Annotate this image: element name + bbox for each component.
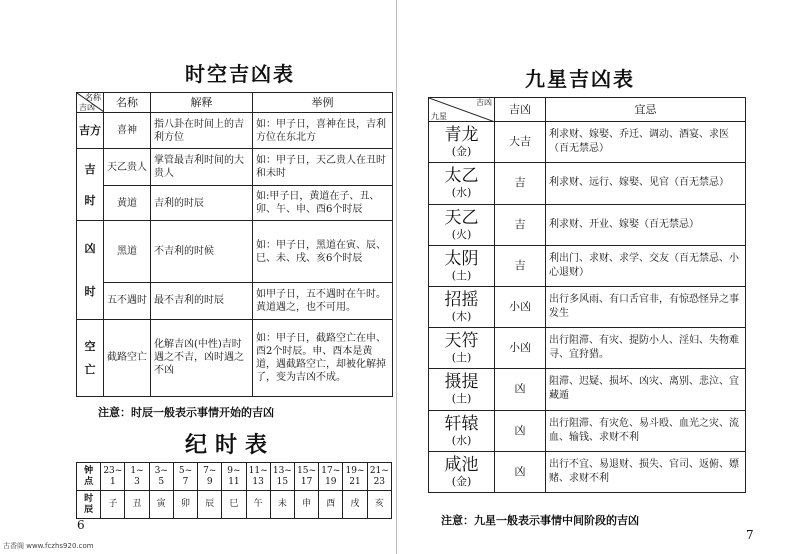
row-explain: 掌管最吉利时间的大贵人 [151, 149, 253, 186]
star-fortune: 吉 [495, 245, 546, 286]
row-example: 如：甲子日，截路空亡在申、酉2个时辰。申、酉本是黄道，遇截路空亡，却被化解掉了，变为吉凶不成。 [253, 319, 393, 396]
group-jishi [77, 149, 104, 221]
star-element: (水) [451, 186, 472, 200]
star-desc: 利求财、开业、嫁娶（百无禁忌） [546, 204, 746, 245]
branch-cell: 卯 [173, 491, 197, 519]
corner-bottom-label: 吉凶 [79, 102, 95, 112]
hour-start: 15~ [297, 465, 317, 476]
branch-cell: 申 [294, 491, 318, 519]
star-fortune: 凶 [495, 410, 546, 451]
star-row [429, 328, 746, 369]
shikong-title: 时空吉凶表 [185, 62, 295, 86]
jiuxing-note: 注意：九星一般表示事情中间阶段的吉凶 [441, 514, 639, 527]
row-name: 五不遇时 [104, 283, 151, 320]
hour-end: 3 [134, 476, 140, 487]
branch-cell: 午 [246, 491, 270, 519]
hour-start: 17~ [321, 465, 341, 476]
hour-end: 5 [158, 476, 165, 487]
star-element: (土) [451, 351, 472, 365]
row-label-zhongdian [77, 463, 101, 491]
branch-cell: 巳 [222, 491, 246, 519]
hour-end: 17 [300, 476, 313, 487]
star-row [429, 451, 746, 492]
star-cell [429, 122, 495, 163]
branch-cell: 戌 [343, 491, 367, 519]
header-example: 举例 [253, 93, 393, 113]
row-example: 如：甲子日，天乙贵人在丑时和未时 [253, 149, 393, 186]
header-explain: 解释 [151, 93, 253, 113]
row-name: 黄道 [104, 185, 151, 221]
row-example: 如：甲子日，喜神在艮，吉利方位在东北方 [253, 112, 393, 149]
star-element: (金) [451, 145, 472, 159]
star-fortune: 吉 [495, 163, 546, 204]
star-cell [429, 204, 495, 245]
group-shi2-label: 时 [84, 285, 96, 299]
header-fortune: 吉凶 [495, 98, 546, 122]
site-watermark: 古香阁 www.fczhs920.com [3, 542, 94, 550]
hour-range-cell [319, 463, 343, 491]
star-fortune: 大吉 [495, 122, 546, 163]
star-cell [429, 369, 495, 410]
branch-cell: 丑 [125, 491, 149, 519]
group-wang-label: 亡 [84, 362, 96, 376]
star-fortune: 小凶 [495, 286, 546, 327]
jiuxing-corner-cell [429, 98, 495, 122]
star-name: 太乙 [444, 166, 479, 187]
hour-start: 7~ [203, 465, 217, 476]
star-element: (金) [451, 474, 472, 488]
star-desc: 出行阻滞、有灾危、易斗殴、血光之灾、流血、输钱、求财不利 [546, 410, 746, 451]
book-spine [396, 0, 397, 554]
branch-cell: 寅 [149, 491, 173, 519]
hour-start: 3~ [154, 465, 168, 476]
header-name: 名称 [104, 93, 151, 113]
hour-end: 7 [182, 476, 189, 487]
row-explain: 指八卦在时间上的吉利方位 [151, 112, 253, 149]
hour-range-cell [125, 463, 149, 491]
shikong-table [76, 92, 393, 397]
star-name: 青龙 [444, 125, 479, 146]
star-row [429, 122, 746, 163]
hour-range-cell [270, 463, 294, 491]
star-cell [429, 410, 495, 451]
branch-cell: 酉 [319, 491, 343, 519]
row-explain: 不吉利的时候 [151, 221, 253, 283]
group-xiongshi [77, 221, 104, 319]
corner-top-label: 名称 [85, 93, 101, 102]
hour-end: 23 [373, 476, 386, 487]
star-cell [429, 245, 495, 286]
star-name: 天符 [444, 331, 479, 352]
star-row [429, 369, 746, 410]
star-desc: 出行阻滞、有灾、提防小人、淫妇、失物难寻、宜狩猎。 [546, 328, 746, 369]
label-zhong: 钟 [84, 465, 94, 476]
branch-cell: 亥 [367, 491, 391, 519]
row-example: 如甲子日，五不遇时在午时。黄道遇之，也不可用。 [253, 283, 393, 320]
star-element: (水) [451, 433, 472, 447]
hour-range-cell [294, 463, 318, 491]
hour-range-cell [149, 463, 173, 491]
label-chen: 辰 [84, 504, 94, 515]
jishi-table [76, 462, 392, 519]
row-explain: 吉利的时辰 [151, 185, 253, 221]
star-name: 招摇 [444, 290, 479, 311]
hour-start: 5~ [178, 465, 193, 476]
hour-start: 19~ [345, 465, 365, 476]
star-row [429, 163, 746, 204]
star-fortune: 吉 [495, 204, 546, 245]
group-ji-label: 吉 [84, 162, 96, 176]
star-cell [429, 451, 495, 492]
group-kongwang [77, 319, 104, 396]
group-kong-label: 空 [84, 339, 96, 353]
star-row [429, 204, 746, 245]
star-row [429, 410, 746, 451]
star-element: (火) [451, 227, 472, 241]
star-row [429, 245, 746, 286]
page-number-left: 6 [77, 518, 85, 532]
star-desc: 阻滞、迟疑、损坏、凶灾、离别、悲泣、宜藏遁 [546, 369, 746, 410]
shikong-note: 注意：时辰一般表示事情开始的吉凶 [98, 406, 274, 419]
corner-top-label: 吉凶 [476, 98, 492, 107]
star-name: 太阴 [444, 248, 479, 269]
row-label-shichen [77, 491, 101, 519]
shikong-corner-cell [77, 93, 104, 113]
group-shi-label: 时 [84, 193, 96, 207]
row-explain: 最不吉利的时辰 [151, 283, 253, 320]
jishi-title: 纪时表 [185, 432, 276, 458]
star-name: 咸池 [444, 454, 479, 475]
group-xiong-label: 凶 [84, 242, 96, 256]
hour-range-cell [367, 463, 391, 491]
label-shi: 时 [84, 493, 94, 504]
star-name: 轩辕 [444, 413, 479, 434]
star-desc: 利出门、求财、求学、交友（百无禁忌、小心退财） [546, 245, 746, 286]
corner-bottom-label: 九星 [431, 112, 447, 122]
hour-end: 21 [349, 476, 361, 487]
star-element: (土) [451, 268, 472, 282]
star-cell [429, 328, 495, 369]
page-number-right: 7 [746, 528, 754, 542]
star-desc: 利求财、远行、嫁娶、见官（百无禁忌） [546, 163, 746, 204]
hour-range-cell [343, 463, 367, 491]
hour-end: 15 [276, 476, 289, 487]
star-desc: 出行多风雨、有口舌官非，有惊恐怪异之事发生 [546, 286, 746, 327]
jiuxing-table [428, 97, 746, 493]
hour-range-cell [222, 463, 246, 491]
hour-end: 1 [109, 476, 116, 487]
branch-cell: 未 [270, 491, 294, 519]
star-fortune: 小凶 [495, 328, 546, 369]
branch-cell: 辰 [198, 491, 222, 519]
hour-start: 9~ [227, 465, 241, 476]
star-element: (土) [451, 392, 472, 406]
group-jifang: 吉方 [77, 112, 104, 149]
row-example: 如：甲子日，黑道在寅、辰、巳、未、戌、亥6个时辰 [253, 221, 393, 283]
star-fortune: 凶 [495, 369, 546, 410]
hour-range-cell [101, 463, 125, 491]
row-name: 喜神 [104, 112, 151, 149]
star-name: 天乙 [444, 207, 479, 228]
star-desc: 出行不宜、易退财、损失、官司、返俯、嫖赌、求财不利 [546, 451, 746, 492]
star-cell [429, 163, 495, 204]
row-explain: 化解吉凶(中性)吉时遇之不吉，凶时遇之不凶 [151, 319, 253, 396]
hour-range-cell [173, 463, 197, 491]
hour-range-cell [198, 463, 222, 491]
star-desc: 利求财、嫁娶、乔迁、调动、酒宴、求医（百无禁忌） [546, 122, 746, 163]
row-name: 天乙贵人 [104, 149, 151, 186]
hour-range-cell [246, 463, 270, 491]
hour-start: 13~ [272, 465, 292, 476]
star-row [429, 286, 746, 327]
row-name: 黑道 [104, 221, 151, 283]
star-fortune: 凶 [495, 451, 546, 492]
row-example: 如:甲子日，黄道在子、丑、卯、午、申、酉6个时辰 [253, 185, 393, 221]
hour-start: 21~ [369, 465, 389, 476]
label-dian: 点 [84, 476, 94, 487]
branch-cell: 子 [101, 491, 125, 519]
star-element: (木) [451, 310, 472, 324]
hour-end: 9 [206, 476, 213, 487]
header-yiji: 宜忌 [546, 98, 746, 122]
hour-start: 23~ [103, 465, 123, 476]
hour-start: 1~ [130, 465, 144, 476]
star-cell [429, 286, 495, 327]
star-name: 摄提 [444, 372, 479, 393]
jiuxing-title: 九星吉凶表 [525, 67, 635, 91]
hour-start: 11~ [248, 465, 268, 476]
hour-end: 13 [252, 476, 264, 487]
hour-end: 11 [228, 476, 240, 487]
hour-end: 19 [325, 476, 337, 487]
row-name: 截路空亡 [104, 319, 151, 396]
